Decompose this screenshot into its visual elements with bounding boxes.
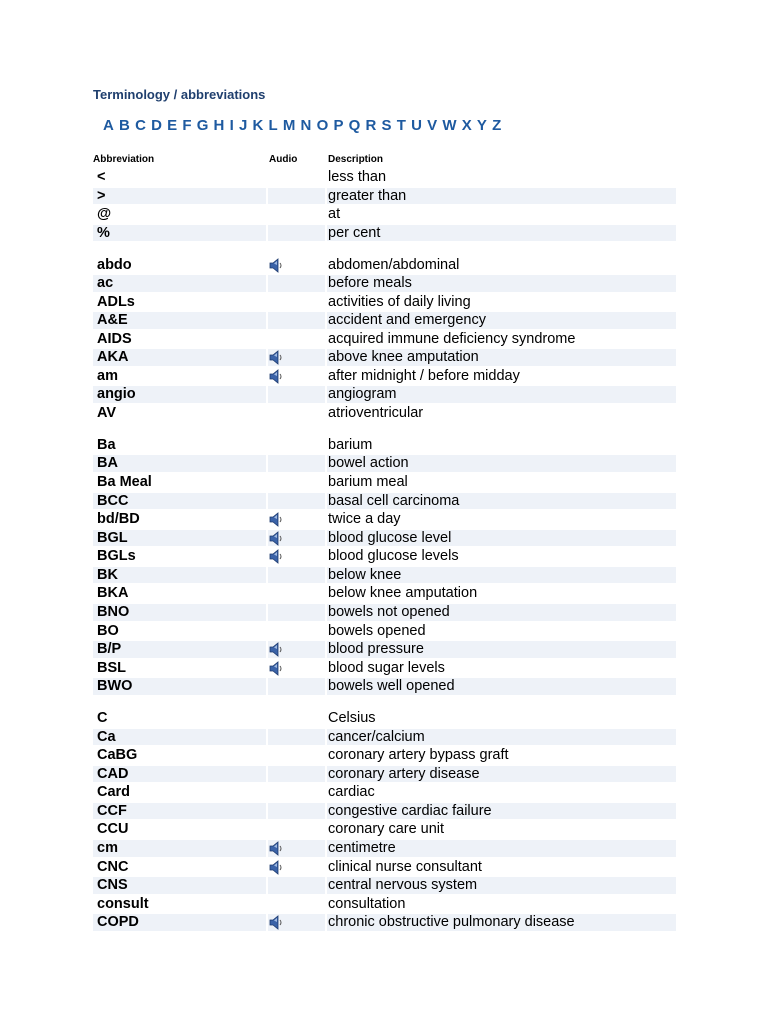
alphabet-link-b[interactable]: B [119,117,130,134]
audio-cell [268,678,325,695]
alphabet-link-y[interactable]: Y [476,117,487,134]
table-row [93,330,676,349]
audio-cell [268,437,325,454]
table-row [93,584,676,603]
description-cell: below knee amputation [328,585,478,602]
table-row [93,746,676,765]
audio-cell [268,747,325,764]
description-cell: clinical nurse consultant [328,858,482,875]
audio-cell[interactable] [268,530,325,547]
audio-cell[interactable] [268,368,325,385]
row-group [93,709,676,932]
abbreviation-cell: AV [97,405,117,422]
audio-cell [268,312,325,329]
abbreviation-cell: @ [97,206,112,223]
row-group [93,256,676,423]
description-cell: before meals [327,275,676,292]
description-cell: barium [328,436,373,453]
abbreviation-cell: A&E [93,312,266,329]
abbreviation-cell: CCU [97,821,129,838]
description-cell: basal cell carcinoma [327,493,676,510]
audio-cell[interactable] [268,511,325,528]
description-cell: activities of daily living [328,293,471,310]
audio-cell [268,275,325,292]
page-title: Terminology / abbreviations [93,87,266,102]
description-cell: bowels not opened [327,604,676,621]
audio-cell [268,493,325,510]
abbreviation-cell: BA [93,455,266,472]
description-cell: twice a day [328,511,401,528]
description-cell: coronary artery bypass graft [328,747,509,764]
speaker-icon[interactable] [268,859,286,876]
description-cell: atrioventricular [328,405,424,422]
audio-cell [268,455,325,472]
abbreviation-cell: AIDS [97,330,132,347]
description-cell: blood glucose levels [328,548,459,565]
abbreviation-cell: BNO [93,604,266,621]
header-description: Description [328,154,384,165]
audio-cell [268,386,325,403]
abbreviation-cell: bd/BD [97,511,140,528]
table-row [93,529,676,548]
alphabet-link-x[interactable]: X [461,117,472,134]
table-row [93,274,676,293]
description-cell: at [328,206,341,223]
header-abbreviation: Abbreviation [93,154,155,165]
abbreviation-cell: B/P [93,641,266,658]
audio-cell [268,710,325,727]
description-cell: blood pressure [327,641,676,658]
abbreviation-table [93,168,676,945]
row-group [93,168,676,242]
description-cell: central nervous system [327,877,676,894]
table-row [93,547,676,566]
table-row [93,876,676,895]
audio-cell [268,877,325,894]
description-cell: centimetre [327,840,676,857]
alphabet-link-w[interactable]: W [442,117,457,134]
table-row [93,205,676,224]
description-cell: below knee [327,567,676,584]
table-row [93,802,676,821]
description-cell: less than [328,169,387,185]
audio-cell [268,567,325,584]
abbreviation-cell: CNC [97,858,129,875]
description-cell: bowels opened [328,622,426,639]
alphabet-link-o[interactable]: O [316,117,329,134]
audio-cell [268,405,325,422]
table-row [93,765,676,784]
audio-cell [268,331,325,348]
audio-cell [268,169,325,186]
alphabet-link-n[interactable]: N [300,117,312,134]
description-cell: bowel action [327,455,676,472]
description-cell: greater than [327,188,676,205]
abbreviation-cell: > [93,188,266,205]
description-cell: per cent [327,225,676,242]
description-cell: after midnight / before midday [328,367,520,384]
abbreviation-cell: Ca [93,729,266,746]
abbreviation-cell: BWO [93,678,266,695]
alphabet-link-g[interactable]: G [196,117,209,134]
description-cell: Celsius [328,710,376,727]
abbreviation-cell: abdo [97,256,132,273]
table-row [93,839,676,858]
audio-cell [268,803,325,820]
alphabet-nav [103,117,506,134]
table-row [93,895,676,914]
alphabet-link-q[interactable]: Q [348,117,361,134]
alphabet-link-c[interactable]: C [135,117,146,134]
audio-cell[interactable] [268,840,325,857]
abbreviation-cell: Ba Meal [97,474,152,491]
abbreviation-cell: Card [97,784,131,801]
audio-cell [268,623,325,640]
table-row [93,256,676,275]
abbreviation-cell: % [93,225,266,242]
table-row [93,187,676,206]
description-cell: cancer/calcium [327,729,676,746]
table-row [93,510,676,529]
audio-cell [268,206,325,223]
abbreviation-cell: CNS [93,877,266,894]
audio-cell [268,821,325,838]
audio-cell [268,604,325,621]
table-row [93,492,676,511]
audio-cell [268,729,325,746]
table-row [93,728,676,747]
abbreviation-cell: AKA [93,349,266,366]
table-row [93,404,676,423]
row-group [93,436,676,696]
table-row [93,603,676,622]
abbreviation-cell: ac [93,275,266,292]
abbreviation-cell: ADLs [97,293,135,310]
abbreviation-cell: BO [97,622,119,639]
alphabet-link-r[interactable]: R [365,117,377,134]
abbreviation-cell: BGLs [97,548,136,565]
speaker-icon[interactable] [268,840,286,857]
abbreviation-cell: BSL [97,659,126,676]
abbreviation-cell: BK [93,567,266,584]
alphabet-link-j[interactable]: J [238,117,248,134]
table-row [93,473,676,492]
audio-cell [268,188,325,205]
table-header [93,154,676,167]
abbreviation-cell: COPD [93,914,266,931]
table-row [93,858,676,877]
description-cell: coronary artery disease [327,766,676,783]
speaker-icon[interactable] [268,641,286,658]
description-cell: congestive cardiac failure [327,803,676,820]
speaker-icon[interactable] [268,349,286,366]
speaker-icon[interactable] [268,368,286,385]
abbreviation-cell: BGL [93,530,266,547]
audio-cell [268,896,325,913]
alphabet-link-e[interactable]: E [167,117,178,134]
description-cell: cardiac [328,784,375,801]
description-cell: angiogram [327,386,676,403]
audio-cell [268,585,325,602]
table-row [93,311,676,330]
abbreviation-cell: CCF [93,803,266,820]
alphabet-link-m[interactable]: M [282,117,296,134]
alphabet-link-z[interactable]: Z [492,117,502,134]
alphabet-link-l[interactable]: L [268,117,278,134]
audio-cell[interactable] [268,257,325,274]
audio-cell[interactable] [268,349,325,366]
table-row [93,640,676,659]
description-cell: acquired immune deficiency syndrome [328,330,576,347]
table-row [93,454,676,473]
speaker-icon[interactable] [268,530,286,547]
table-row [93,783,676,802]
abbreviation-cell: BCC [93,493,266,510]
table-row [93,224,676,243]
alphabet-link-d[interactable]: D [151,117,162,134]
speaker-icon[interactable] [268,257,286,274]
speaker-icon[interactable] [268,914,286,931]
table-row [93,622,676,641]
abbreviation-cell: BKA [97,585,129,602]
speaker-icon[interactable] [268,548,286,565]
description-cell: blood sugar levels [328,659,445,676]
table-row [93,566,676,585]
table-row [93,293,676,312]
description-cell: accident and emergency [327,312,676,329]
abbreviation-cell: am [97,367,118,384]
description-cell: bowels well opened [327,678,676,695]
abbreviation-cell: consult [97,895,149,912]
abbreviation-cell: angio [93,386,266,403]
alphabet-link-t[interactable]: T [396,117,406,134]
table-row [93,677,676,696]
audio-cell[interactable] [268,641,325,658]
table-row [93,348,676,367]
table-row [93,385,676,404]
table-row [93,436,676,455]
abbreviation-cell: CAD [93,766,266,783]
alphabet-link-h[interactable]: H [213,117,225,134]
table-row [93,709,676,728]
header-audio: Audio [269,154,298,165]
audio-cell[interactable] [268,548,325,565]
abbreviation-cell: cm [93,840,266,857]
alphabet-link-i[interactable]: I [229,117,234,134]
description-cell: above knee amputation [327,349,676,366]
alphabet-link-s[interactable]: S [381,117,392,134]
alphabet-link-p[interactable]: P [333,117,344,134]
audio-cell[interactable] [268,914,325,931]
audio-cell [268,784,325,801]
alphabet-link-u[interactable]: U [411,117,422,134]
abbreviation-cell: < [97,169,106,185]
audio-cell[interactable] [268,660,325,677]
speaker-icon[interactable] [268,511,286,528]
alphabet-link-k[interactable]: K [252,117,264,134]
abbreviation-cell: Ba [97,436,116,453]
table-row [93,367,676,386]
table-row [93,820,676,839]
description-cell: blood glucose level [327,530,676,547]
table-row [93,659,676,678]
alphabet-link-v[interactable]: V [427,117,438,134]
speaker-icon[interactable] [268,660,286,677]
audio-cell [268,225,325,242]
alphabet-link-f[interactable]: F [182,117,192,134]
table-row [93,913,676,932]
description-cell: consultation [328,895,406,912]
audio-cell [268,474,325,491]
abbreviation-cell: C [97,710,108,727]
table-row [93,168,676,187]
description-cell: chronic obstructive pulmonary disease [327,914,676,931]
abbreviation-cell: CaBG [97,747,138,764]
description-cell: barium meal [328,474,408,491]
audio-cell[interactable] [268,859,325,876]
description-cell: coronary care unit [328,821,445,838]
audio-cell [268,766,325,783]
audio-cell [268,294,325,311]
alphabet-link-a[interactable]: A [103,117,114,134]
description-cell: abdomen/abdominal [328,256,460,273]
